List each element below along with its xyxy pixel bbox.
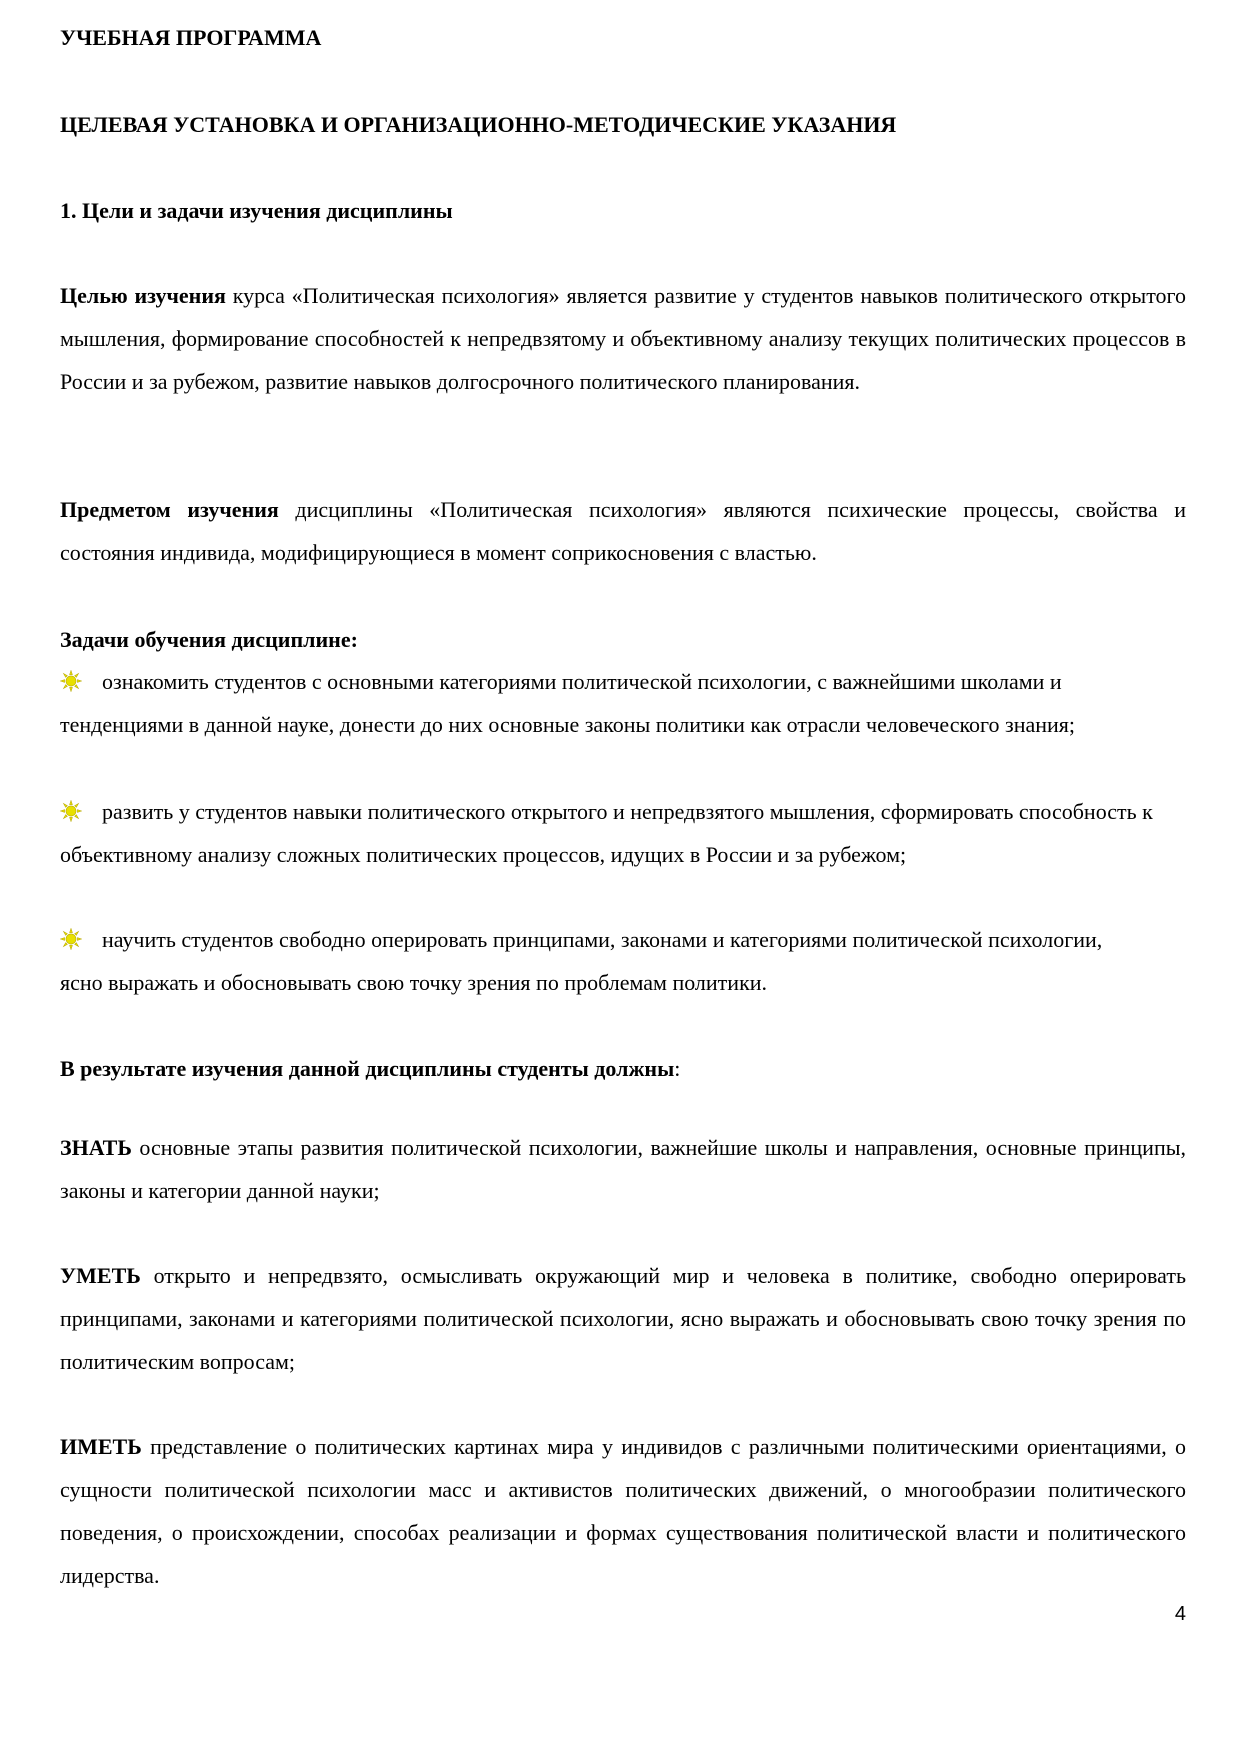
can-paragraph <box>60 1254 1186 1383</box>
results-heading-tail: : <box>674 1056 681 1081</box>
subject-paragraph <box>60 488 1186 574</box>
can-text: открыто и непредвзято, осмысливать окружающий мир и человека в политике, свободно оперировать принципами, законами и категориями политической психологии, ясно выражать и обосновывать свою точку зрения по политическим вопросам; <box>60 1263 1186 1374</box>
task-text: развить у студентов навыки политического открытого и непредвзятого мышления, сформировать способность к объективному анализу сложных политических процессов, идущих в России и за рубежом; <box>60 799 1153 867</box>
can-lead: УМЕТЬ <box>60 1263 141 1288</box>
goal-text: курса «Политическая психология» является развитие у студентов навыков политического открытого мышления, формирование способностей к непредвзятому и объективному анализу текущих политических процессов в России и за рубежом, развитие навыков долгосрочного политического планирования. <box>60 283 1186 394</box>
task-text: ознакомить студентов с основными категориями политической психологии, с важнейшими школами и тенденциями в данной науке, донести до них основные законы политики как отрасли человеческого знания; <box>60 669 1076 737</box>
know-text: основные этапы развития политической психологии, важнейшие школы и направления, основные принципы, законы и категории данной науки; <box>60 1135 1186 1203</box>
have-text: представление о политических картинах мира у индивидов с различными политическими ориентациями, о сущности политической психологии масс и активистов политических движений, о многообразии политического поведения, о происхождении, способах реализации и формах существования политической власти и политического лидерства. <box>60 1434 1186 1588</box>
sun-bullet-icon <box>60 670 82 692</box>
know-lead: ЗНАТЬ <box>60 1135 132 1160</box>
page-number: 4 <box>1174 1603 1186 1625</box>
goal-lead: Целью изучения <box>60 283 226 308</box>
task-item <box>60 790 1170 876</box>
document-title: УЧЕБНАЯ ПРОГРАММА <box>60 25 322 50</box>
task-item <box>60 660 1120 746</box>
results-heading <box>60 1055 680 1083</box>
section-heading: 1. Цели и задачи изучения дисциплины <box>60 198 453 223</box>
results-heading-bold: В результате изучения данной дисциплины студенты должны <box>60 1056 675 1081</box>
tasks-heading: Задачи обучения дисциплине: <box>60 627 358 652</box>
task-text: научить студентов свободно оперировать принципами, законами и категориями политической психологии, ясно выражать и обосновывать свою точку зрения по проблемам политики. <box>60 927 1103 995</box>
subject-text: дисциплины «Политическая психология» являются психические процессы, свойства и состояния индивида, модифицирующиеся в момент соприкосновения с властью. <box>60 497 1186 565</box>
have-paragraph <box>60 1425 1186 1597</box>
subject-lead: Предметом изучения <box>60 497 279 522</box>
sun-bullet-icon <box>60 800 82 822</box>
have-lead: ИМЕТЬ <box>60 1434 142 1459</box>
know-paragraph <box>60 1126 1186 1212</box>
goal-paragraph <box>60 274 1186 403</box>
task-item <box>60 918 1150 1004</box>
sun-bullet-icon <box>60 928 82 950</box>
document-subtitle: ЦЕЛЕВАЯ УСТАНОВКА И ОРГАНИЗАЦИОННО-МЕТОДИЧЕСКИЕ УКАЗАНИЯ <box>60 112 897 137</box>
